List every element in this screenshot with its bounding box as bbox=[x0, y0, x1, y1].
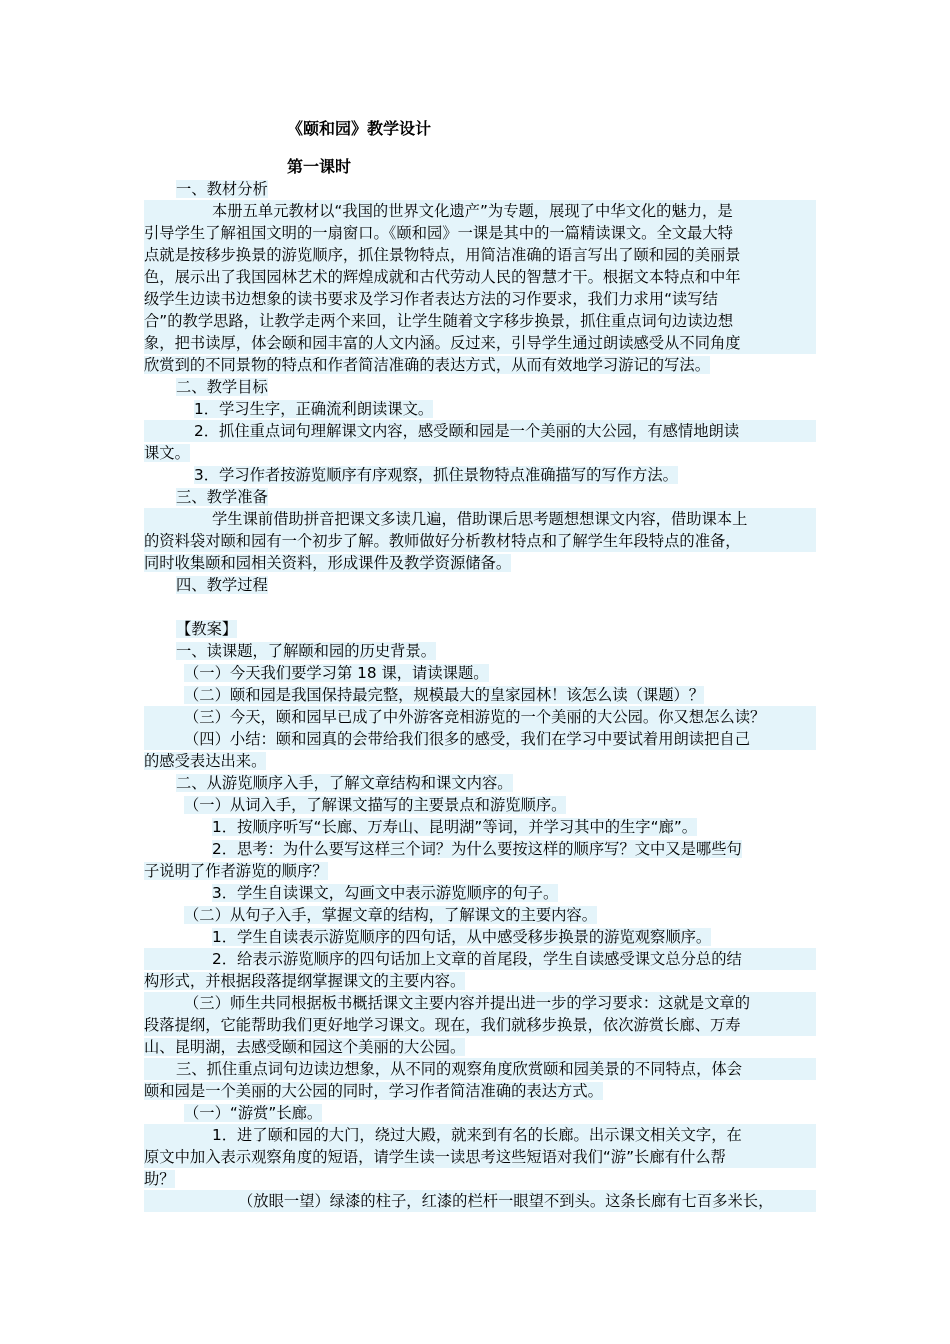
text-line bbox=[144, 222, 816, 244]
text-line-content: 原文中加入表示观察角度的短语，请学生读一读思考这些短语对我们“游”长廊有什么帮 bbox=[144, 1148, 726, 1166]
text-line-content: 引导学生了解祖国文明的一扇窗口。《颐和园》一课是其中的一篇精读课文。全文最大特 bbox=[144, 224, 733, 242]
text-line-content: 色，展示出了我国园林艺术的辉煌成就和古代劳动人民的智慧才干。根据文本特点和中年 bbox=[144, 268, 741, 286]
text-line bbox=[144, 266, 816, 288]
text-line bbox=[144, 772, 816, 794]
text-line-content: 2．给表示游览顺序的四句话加上文章的首尾段，学生自读感受课文总分总的结 bbox=[212, 950, 742, 968]
text-line-content: 象，把书读厚，体会颐和园丰富的人文内涵。反过来，引导学生通过朗读感受从不同角度 bbox=[144, 334, 741, 352]
text-line-content: （一）今天我们要学习第 18 课，请读课题。 bbox=[184, 664, 489, 682]
text-line-content: （一）“游赏”长廊。 bbox=[184, 1104, 323, 1122]
text-line-content: 山、昆明湖，去感受颐和园这个美丽的大公园。 bbox=[144, 1038, 466, 1056]
text-line-content: 学生课前借助拼音把课文多读几遍，借助课后思考题想想课文内容，借助课本上 bbox=[212, 510, 748, 528]
text-line-content: 同时收集颐和园相关资料，形成课件及教学资源储备。 bbox=[144, 554, 512, 572]
text-line-content: 2．思考：为什么要写这样三个词？为什么要按这样的顺序写？文中又是哪些句 bbox=[212, 840, 742, 858]
text-line bbox=[144, 1080, 816, 1102]
text-line-content: 3．学习作者按游览顺序有序观察，抓住景物特点准确描写的写作方法。 bbox=[194, 466, 678, 484]
text-line-content: 三、教学准备 bbox=[176, 488, 268, 506]
text-line bbox=[144, 310, 816, 332]
text-line-content: 1．学生自读表示游览顺序的四句话，从中感受移步换景的游览观察顺序。 bbox=[212, 928, 712, 946]
text-line bbox=[144, 332, 816, 354]
text-line bbox=[144, 706, 816, 728]
text-line-content: 点就是按移步换景的游览顺序，抓住景物特点，用简洁准确的语言写出了颐和园的美丽景 bbox=[144, 246, 741, 264]
text-line-content: 本册五单元教材以“我国的世界文化遗产”为专题，展现了中华文化的魅力，是 bbox=[212, 202, 733, 220]
text-line-content: 1．学习生字，正确流利朗读课文。 bbox=[194, 400, 434, 418]
text-line bbox=[144, 1124, 816, 1146]
text-line bbox=[144, 860, 816, 882]
text-line-content: 构形式，并根据段落提纲掌握课文的主要内容。 bbox=[144, 972, 466, 990]
text-line-content: 助？ bbox=[144, 1170, 175, 1188]
text-line bbox=[144, 508, 816, 530]
text-line bbox=[144, 200, 816, 222]
text-line bbox=[144, 728, 816, 750]
text-line-content: 二、从游览顺序入手，了解文章结构和课文内容。 bbox=[176, 774, 513, 792]
text-line bbox=[144, 464, 816, 486]
document-body bbox=[144, 178, 816, 1212]
text-line bbox=[144, 1036, 816, 1058]
text-line-content: 合”的教学思路，让教学走两个来回，让学生随着文字移步换景，抓住重点词句边读边想 bbox=[144, 312, 734, 330]
text-line-content: （放眼一望）绿漆的柱子，红漆的栏杆一眼望不到头。这条长廊有七百多米长， bbox=[238, 1192, 774, 1210]
text-line bbox=[144, 288, 816, 310]
text-line-content: 2．抓住重点词句理解课文内容，感受颐和园是一个美丽的大公园，有感情地朗读 bbox=[194, 422, 740, 440]
text-line-content: 1．按顺序听写“长廊、万寿山、昆明湖”等词，并学习其中的生字“廊”。 bbox=[212, 818, 698, 836]
text-line bbox=[144, 486, 816, 508]
text-line-content: 一、读课题，了解颐和园的历史背景。 bbox=[176, 642, 437, 660]
text-line bbox=[144, 882, 816, 904]
text-line-content: （三）今天，颐和园早已成了中外游客竞相游览的一个美丽的大公园。你又想怎么读？ bbox=[184, 708, 766, 726]
text-line bbox=[144, 574, 816, 596]
text-line bbox=[144, 1146, 816, 1168]
text-line-content: 段落提纲，它能帮助我们更好地学习课文。现在，我们就移步换景，依次游赏长廊、万寿 bbox=[144, 1016, 741, 1034]
text-line bbox=[144, 794, 816, 816]
text-line bbox=[144, 1168, 816, 1190]
text-line bbox=[144, 596, 816, 618]
text-line-content: 子说明了作者游览的顺序？ bbox=[144, 862, 328, 880]
text-line bbox=[144, 618, 816, 640]
text-line-content: 三、抓住重点词句边读边想象，从不同的观察角度欣赏颐和园美景的不同特点，体会 bbox=[176, 1060, 742, 1078]
text-line bbox=[144, 838, 816, 860]
text-line-content: （四）小结：颐和园真的会带给我们很多的感受，我们在学习中要试着用朗读把自己 bbox=[184, 730, 750, 748]
text-line-content: 的感受表达出来。 bbox=[144, 752, 267, 770]
text-line-content: 3．学生自读课文，勾画文中表示游览顺序的句子。 bbox=[212, 884, 559, 902]
text-line bbox=[144, 1058, 816, 1080]
text-line-content: 四、教学过程 bbox=[176, 576, 268, 594]
text-line-content: 一、教材分析 bbox=[176, 180, 268, 198]
text-line bbox=[144, 398, 816, 420]
text-line bbox=[144, 530, 816, 552]
text-line-content: （三）师生共同根据板书概括课文主要内容并提出进一步的学习要求：这就是文章的 bbox=[184, 994, 750, 1012]
text-line bbox=[144, 926, 816, 948]
text-line bbox=[144, 376, 816, 398]
text-line bbox=[144, 640, 816, 662]
text-line-content: 的资料袋对颐和园有一个初步了解。教师做好分析教材特点和了解学生年段特点的准备， bbox=[144, 532, 741, 550]
text-line-content: （二）颐和园是我国保持最完整，规模最大的皇家园林！该怎么读（课题）？ bbox=[184, 686, 705, 704]
text-line-content: 【教案】 bbox=[176, 620, 238, 638]
text-line bbox=[144, 904, 816, 926]
lesson-subtitle: 第一课时 bbox=[287, 157, 352, 176]
text-line bbox=[144, 1014, 816, 1036]
text-line bbox=[144, 662, 816, 684]
text-line bbox=[144, 354, 816, 376]
text-line-content: 1．进了颐和园的大门，绕过大殿，就来到有名的长廊。出示课文相关文字，在 bbox=[212, 1126, 742, 1144]
text-line-content: 颐和园是一个美丽的大公园的同时，学习作者简洁准确的表达方式。 bbox=[144, 1082, 603, 1100]
text-line bbox=[144, 442, 816, 464]
text-line bbox=[144, 552, 816, 574]
text-line bbox=[144, 992, 816, 1014]
text-line-content: （一）从词入手，了解课文描写的主要景点和游览顺序。 bbox=[184, 796, 567, 814]
text-line bbox=[144, 970, 816, 992]
text-line bbox=[144, 684, 816, 706]
text-line bbox=[144, 750, 816, 772]
text-line-content: （二）从句子入手，掌握文章的结构，了解课文的主要内容。 bbox=[184, 906, 598, 924]
text-line bbox=[144, 816, 816, 838]
document-title: 《颐和园》教学设计 bbox=[287, 119, 432, 138]
text-line bbox=[144, 1190, 816, 1212]
text-line-content: 欣赏到的不同景物的特点和作者简洁准确的表达方式，从而有效地学习游记的写法。 bbox=[144, 356, 710, 374]
text-line bbox=[144, 420, 816, 442]
text-line bbox=[144, 244, 816, 266]
text-line bbox=[144, 948, 816, 970]
text-line-content: 二、教学目标 bbox=[176, 378, 268, 396]
text-line bbox=[144, 178, 816, 200]
text-line-content: 级学生边读书边想象的读书要求及学习作者表达方法的习作要求，我们力求用“读写结 bbox=[144, 290, 718, 308]
text-line bbox=[144, 1102, 816, 1124]
text-line-content: 课文。 bbox=[144, 444, 190, 462]
